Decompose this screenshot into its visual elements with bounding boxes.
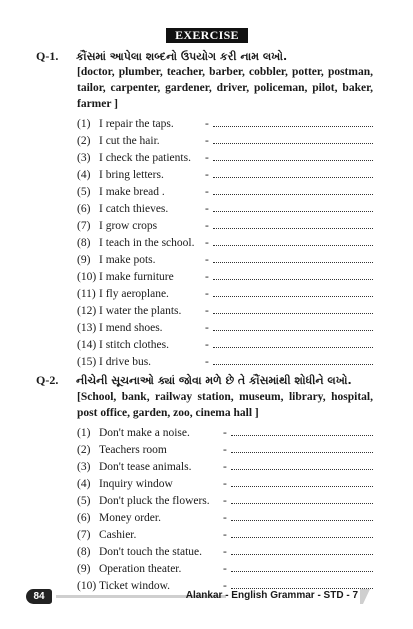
item-text: I mend shoes.: [99, 322, 163, 334]
item-text: Operation theater.: [99, 563, 182, 575]
q1-word-bank: [doctor, plumber, teacher, barber, cobbler, potter, postman, tailor, carpenter, gardener, driver, policeman, pilot, baker, farmer ]: [77, 66, 373, 110]
q1-item: [77, 300, 373, 317]
q1-item: [77, 130, 373, 147]
item-dash: -: [223, 529, 227, 541]
q1-item: [77, 232, 373, 249]
item-dash: -: [205, 220, 209, 232]
answer-blank[interactable]: [213, 295, 373, 297]
answer-blank[interactable]: [213, 193, 373, 195]
answer-blank[interactable]: [213, 244, 373, 246]
item-number: (14): [77, 339, 97, 351]
answer-blank[interactable]: [213, 125, 373, 127]
q1-item: [77, 317, 373, 334]
q2-instruction: નીચેની સૂચનાઓ ક્યાં જોવા મળે છે તે કૌંસમાંથી શોધીને લખો.: [76, 374, 352, 387]
item-text: I check the patients.: [99, 152, 191, 164]
item-dash: -: [223, 563, 227, 575]
item-number: (3): [77, 461, 91, 473]
answer-blank[interactable]: [213, 227, 373, 229]
answer-blank[interactable]: [213, 261, 373, 263]
item-number: (2): [77, 444, 91, 456]
item-text: Don't tease animals.: [99, 461, 192, 473]
item-dash: -: [205, 322, 209, 334]
item-number: (5): [77, 495, 91, 507]
q2-item: [77, 422, 373, 439]
item-text: Money order.: [99, 512, 161, 524]
q1-item: [77, 334, 373, 351]
q1-number: Q-1.: [36, 49, 59, 63]
item-text: I catch thieves.: [99, 203, 169, 215]
q2-item: [77, 558, 373, 575]
answer-blank[interactable]: [231, 451, 373, 453]
item-number: (9): [77, 254, 91, 266]
q1-item: [77, 249, 373, 266]
answer-blank[interactable]: [213, 278, 373, 280]
item-number: (10): [77, 271, 97, 283]
item-dash: -: [223, 478, 227, 490]
q2-item: [77, 473, 373, 490]
item-text: Inquiry window: [99, 478, 173, 490]
item-dash: -: [205, 305, 209, 317]
item-number: (1): [77, 427, 91, 439]
q2-item: [77, 541, 373, 558]
q1-item: [77, 198, 373, 215]
q1-item: [77, 283, 373, 300]
item-dash: -: [205, 288, 209, 300]
item-text: Don't touch the statue.: [99, 546, 202, 558]
q1-item: [77, 164, 373, 181]
q1-item: [77, 147, 373, 164]
item-text: I cut the hair.: [99, 135, 160, 147]
q2-number: Q-2.: [36, 373, 59, 387]
q1-item: [77, 351, 373, 368]
item-text: I fly aeroplane.: [99, 288, 169, 300]
item-number: (13): [77, 322, 97, 334]
item-number: (15): [77, 356, 97, 368]
item-text: I grow crops: [99, 220, 158, 232]
answer-blank[interactable]: [213, 176, 373, 178]
item-dash: -: [205, 203, 209, 215]
item-text: I water the plants.: [99, 305, 182, 317]
q2-item: [77, 507, 373, 524]
item-dash: -: [205, 254, 209, 266]
item-number: (2): [77, 135, 91, 147]
item-dash: -: [223, 444, 227, 456]
answer-blank[interactable]: [213, 142, 373, 144]
item-number: (7): [77, 220, 91, 232]
q1-heading: [36, 49, 287, 64]
item-text: I stitch clothes.: [99, 339, 169, 351]
item-text: I make bread .: [99, 186, 165, 198]
q2-heading: [36, 373, 352, 388]
item-text: Cashier.: [99, 529, 137, 541]
answer-blank[interactable]: [213, 210, 373, 212]
answer-blank[interactable]: [231, 502, 373, 504]
item-dash: -: [205, 356, 209, 368]
q1-list: [77, 113, 373, 368]
item-text: I make pots.: [99, 254, 156, 266]
answer-blank[interactable]: [213, 159, 373, 161]
item-dash: -: [223, 427, 227, 439]
item-dash: -: [205, 186, 209, 198]
item-dash: -: [205, 135, 209, 147]
item-text: Teachers room: [99, 444, 167, 456]
answer-blank[interactable]: [213, 312, 373, 314]
item-dash: -: [205, 169, 209, 181]
item-number: (10): [77, 580, 97, 592]
book-title: Alankar - English Grammar - STD - 7: [185, 590, 358, 601]
item-dash: -: [223, 495, 227, 507]
item-dash: -: [223, 546, 227, 558]
q2-word-bank: [School, bank, railway station, museum, library, hospital, post office, garden, zoo, cinema hall ]: [77, 391, 373, 419]
item-number: (3): [77, 152, 91, 164]
q2-item: [77, 524, 373, 541]
q1-item: [77, 266, 373, 283]
item-text: I teach in the school.: [99, 237, 195, 249]
q1-item: [77, 181, 373, 198]
item-dash: -: [205, 118, 209, 130]
item-text: I make furniture: [99, 271, 174, 283]
item-number: (4): [77, 478, 91, 490]
q2-list: [77, 422, 373, 592]
item-number: (6): [77, 512, 91, 524]
page-footer: [26, 589, 370, 605]
item-dash: -: [205, 237, 209, 249]
item-number: (4): [77, 169, 91, 181]
answer-blank[interactable]: [213, 329, 373, 331]
answer-blank[interactable]: [231, 570, 373, 572]
answer-blank[interactable]: [231, 536, 373, 538]
q2-item: [77, 490, 373, 507]
item-dash: -: [223, 461, 227, 473]
answer-blank[interactable]: [231, 519, 373, 521]
item-dash: -: [205, 339, 209, 351]
answer-blank[interactable]: [213, 346, 373, 348]
item-text: Don't make a noise.: [99, 427, 190, 439]
exercise-title: EXERCISE: [166, 28, 248, 43]
item-number: (1): [77, 118, 91, 130]
item-number: (6): [77, 203, 91, 215]
item-number: (7): [77, 529, 91, 541]
item-dash: -: [223, 512, 227, 524]
answer-blank[interactable]: [213, 363, 373, 365]
answer-blank[interactable]: [231, 553, 373, 555]
item-text: Ticket window.: [99, 580, 171, 592]
q1-item: [77, 215, 373, 232]
answer-blank[interactable]: [231, 485, 373, 487]
item-dash: -: [205, 152, 209, 164]
item-text: I bring letters.: [99, 169, 164, 181]
q1-instruction: કૌંસમાં આપેલા શબ્દનો ઉપયોગ કરી નામ લખો.: [76, 50, 288, 63]
item-number: (8): [77, 546, 91, 558]
q1-item: [77, 113, 373, 130]
answer-blank[interactable]: [231, 468, 373, 470]
answer-blank[interactable]: [231, 434, 373, 436]
footer-corner: [360, 589, 370, 604]
item-dash: -: [205, 271, 209, 283]
item-text: I drive bus.: [99, 356, 152, 368]
q2-item: [77, 456, 373, 473]
item-number: (8): [77, 237, 91, 249]
item-number: (11): [77, 288, 96, 300]
item-number: (9): [77, 563, 91, 575]
item-text: I repair the taps.: [99, 118, 174, 130]
q2-item: [77, 439, 373, 456]
page-number: 84: [26, 589, 52, 604]
item-dash: -: [223, 580, 227, 592]
item-number: (12): [77, 305, 97, 317]
item-number: (5): [77, 186, 91, 198]
item-text: Don't pluck the flowers.: [99, 495, 210, 507]
